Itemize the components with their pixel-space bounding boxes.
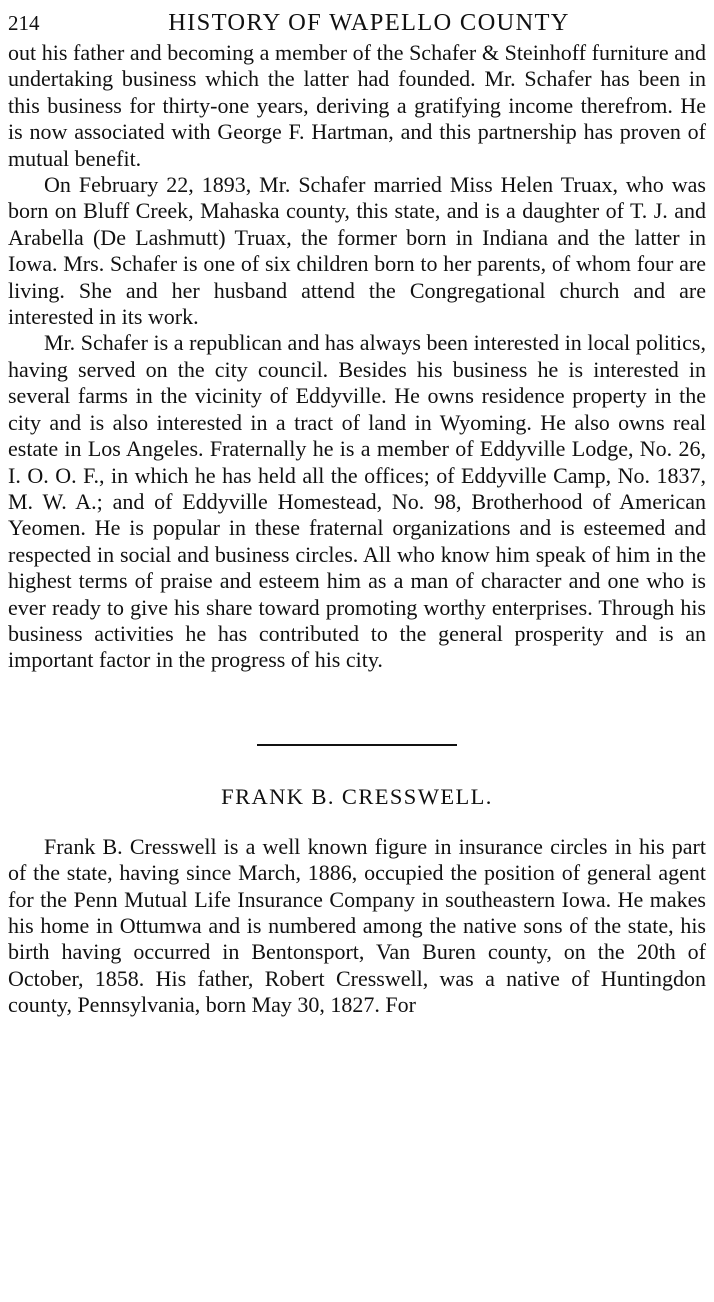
section-divider: [257, 744, 457, 746]
paragraph-civic-life: Mr. Schafer is a republican and has always been interested in local politics, having served on the city council. Besides his business he is interested in several farms in the vicinity of Eddyville. He owns residence property in the city and is also interested in a tract of land in Wyoming. He also owns real estate in Los Angeles. Fraternally he is a member of Eddyville Lodge, No. 26, I. O. O. F., in which he has held all the offices; of Eddyville Camp, No. 1837, M. W. A.; and of Eddyville Homestead, No. 98, Brotherhood of American Yeomen. He is popular in these fraternal organizations and is esteemed and respected in social and business circles. All who know him speak of him in the highest terms of praise and esteem him as a man of character and one who is ever ready to give his share toward promoting worthy enterprises. Through his business activities he has contributed to the general prosperity and is an important factor in the progress of his city.: [8, 330, 706, 673]
running-head: [8, 6, 706, 40]
cresswell-biography: [8, 834, 706, 1019]
section-heading: FRANK B. CRESSWELL.: [221, 783, 493, 809]
running-title: HISTORY OF WAPELLO COUNTY: [168, 9, 570, 36]
paragraph-cresswell-intro: Frank B. Cresswell is a well known figure in insurance circles in his part of the state, having since March, 1886, occupied the position of general agent for the Penn Mutual Life Insurance Company in southeastern Iowa. He makes his home in Ottumwa and is numbered among the native sons of the state, his birth having occurred in Bentonsport, Van Buren county, on the 20th of October, 1858. His father, Robert Cresswell, was a native of Huntingdon county, Pennsylvania, born May 30, 1827. For: [8, 833, 706, 1018]
paragraph-continuation: out his father and becoming a member of the Schafer & Steinhoff furniture and undertaking business which the latter had founded. Mr. Schafer has been in this business for thirty-one years, deriving a gratifying income therefrom. He is now associated with George F. Hartman, and this partnership has proven of mutual benefit.: [8, 40, 706, 171]
schafer-biography-continuation: [8, 40, 706, 674]
page-number: 214: [8, 11, 40, 35]
paragraph-marriage: On February 22, 1893, Mr. Schafer married Miss Helen Truax, who was born on Bluff Creek, Mahaska county, this state, and is a daughter of T. J. and Arabella (De Lashmutt) Truax, the former born in Indiana and the latter in Iowa. Mrs. Schafer is one of six children born to her parents, of whom four are living. She and her husband attend the Congregational church and are interested in its work.: [8, 172, 706, 330]
